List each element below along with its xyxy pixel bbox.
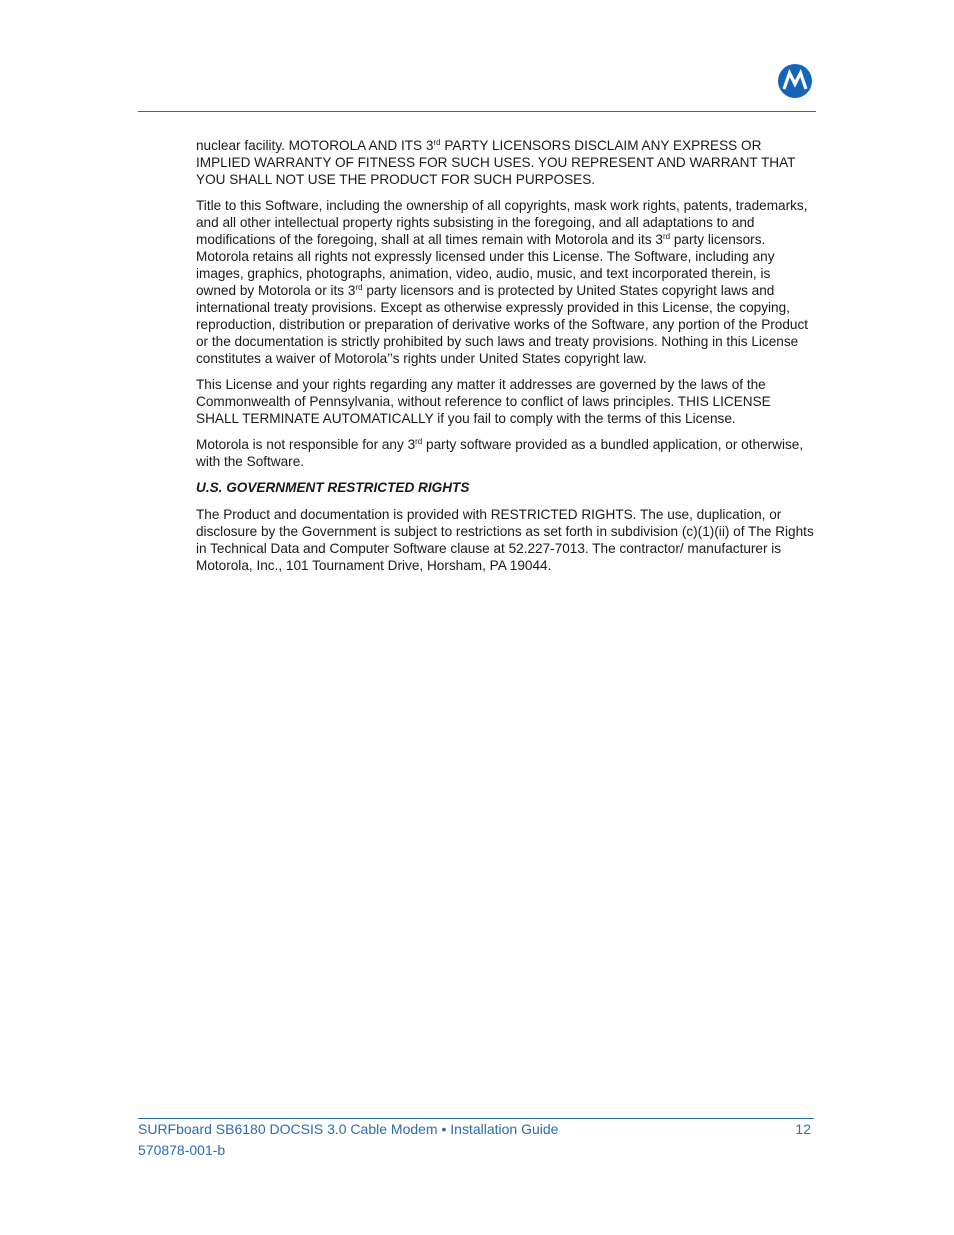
footer-page-number: 12 <box>795 1121 811 1137</box>
footer-document-title: SURFboard SB6180 DOCSIS 3.0 Cable Modem • Installation Guide <box>138 1121 559 1137</box>
paragraph-third-party-software: Motorola is not responsible for any 3rd party software provided as a bundled application, or otherwise, with the Software. <box>196 437 804 469</box>
paragraph-warranty: nuclear facility. MOTOROLA AND ITS 3rd PARTY LICENSORS DISCLAIM ANY EXPRESS OR IMPLIED WARRANTY OF FITNESS FOR SUCH USES. YOU REPRESENT AND WARRANT THAT YOU SHALL NOT USE THE PRODUCT FOR SUCH PURPOSES. <box>196 138 796 187</box>
section-heading-restricted-rights: U.S. GOVERNMENT RESTRICTED RIGHTS <box>196 480 470 495</box>
header-divider <box>138 111 816 112</box>
paragraph-restricted-rights: The Product and documentation is provided with RESTRICTED RIGHTS. The use, duplication, or disclosure by the Government is subject to restrictions as set forth in subdivision (c)(1)(ii) of The Rights in Technical Data and Computer Software clause at 52.227-7013. The contractor/ manufacturer is Motorola, Inc., 101 Tournament Drive, Horsham, PA 19044. <box>196 507 814 573</box>
paragraph-governing-law: This License and your rights regarding any matter it addresses are governed by the laws of the Commonwealth of Pennsylvania, without reference to conflict of laws principles. THIS LICENSE SHALL TERMINATE AUTOMATICALLY if you fail to comply with the terms of this License. <box>196 377 771 426</box>
footer-divider <box>138 1118 814 1119</box>
document-body <box>196 137 814 583</box>
footer-document-number: 570878-001-b <box>138 1142 226 1158</box>
paragraph-title-to-software: Title to this Software, including the ownership of all copyrights, mask work rights, patents, trademarks, and all other intellectual property rights subsisting in the foregoing, and all adaptations to and modifications of the foregoing, shall at all times remain with Motorola and its 3rd party licensors. Motorola retains all rights not expressly licensed under this License. The Software, including any images, graphics, photographs, animation, video, audio, music, and text incorporated therein, is owned by Motorola or its 3rd party licensors and is protected by United States copyright laws and international treaty provisions. Except as otherwise expressly provided in this License, the copying, reproduction, distribution or preparation of derivative works of the Software, any portion of the Product or the documentation is strictly prohibited by such laws and treaty provisions. Nothing in this License constitutes a waiver of Motorola’’s rights under United States copyright law. <box>196 198 809 366</box>
motorola-batwing-icon <box>778 64 812 98</box>
motorola-logo-icon <box>778 64 812 98</box>
